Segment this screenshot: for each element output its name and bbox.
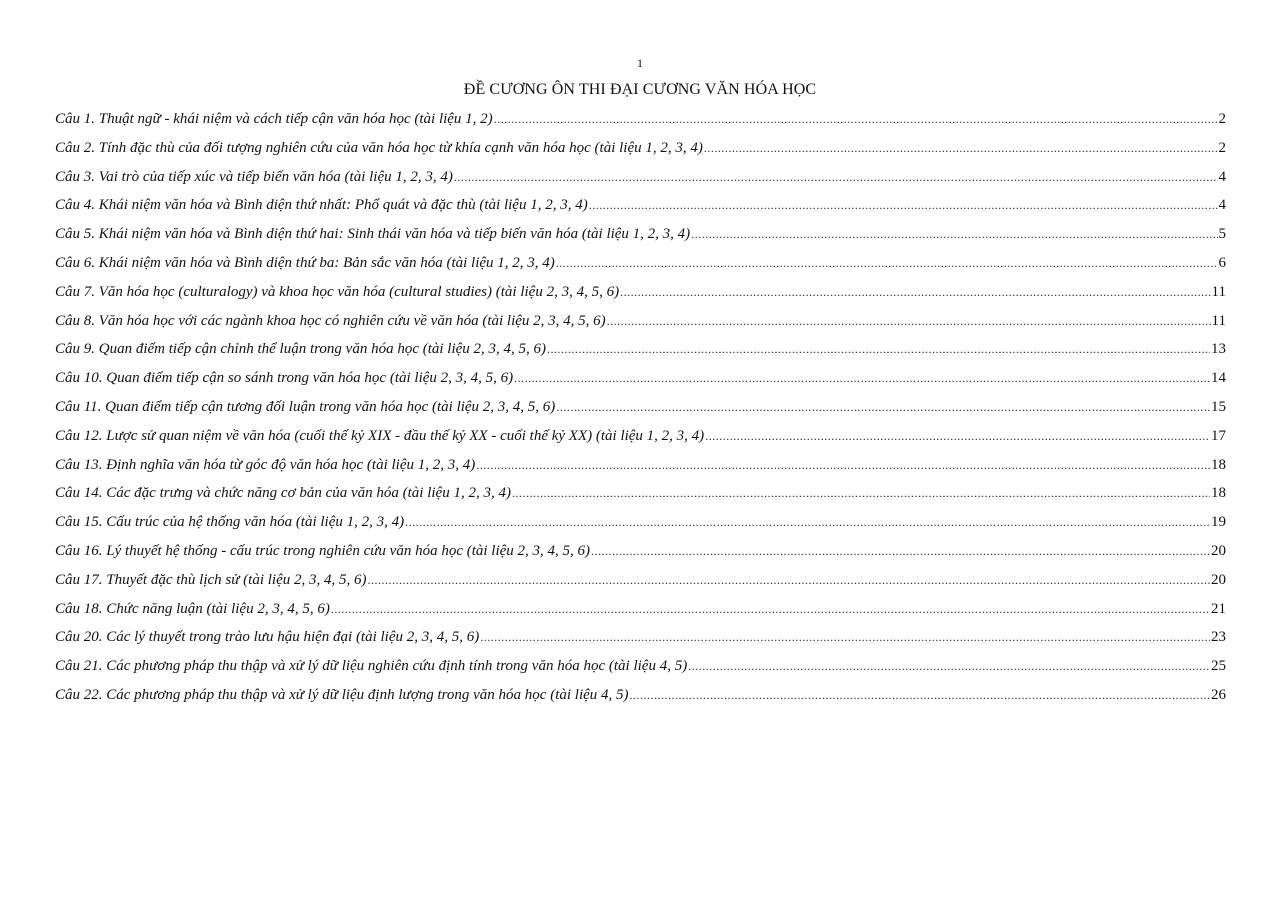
toc-entry-page-number: 20 [1211, 571, 1226, 588]
toc-entry[interactable] [55, 426, 1226, 455]
toc-entry-title: Câu 21. Các phương pháp thu thập và xử lý dữ liệu nghiên cứu định tính trong văn hóa học (tài liệu 4, 5) [55, 658, 688, 675]
toc-entry-page-number: 18 [1211, 485, 1226, 502]
toc-dot-leader [547, 339, 1210, 359]
toc-entry[interactable] [55, 685, 1226, 714]
toc-dot-leader [556, 397, 1210, 417]
toc-entry[interactable] [55, 195, 1226, 224]
toc-entry-page-number: 15 [1211, 398, 1226, 415]
toc-entry-page-number: 14 [1211, 370, 1226, 387]
toc-entry-page-number: 2 [1218, 139, 1226, 156]
toc-entry-page-number: 18 [1211, 456, 1226, 473]
toc-dot-leader [367, 570, 1210, 590]
toc-dot-leader [494, 109, 1218, 129]
toc-dot-leader [630, 685, 1210, 705]
toc-entry[interactable] [55, 570, 1226, 599]
toc-entry-page-number: 19 [1211, 514, 1226, 531]
toc-entry[interactable] [55, 138, 1226, 167]
toc-entry[interactable] [55, 368, 1226, 397]
toc-entry[interactable] [55, 483, 1226, 512]
toc-entry-page-number: 17 [1211, 427, 1226, 444]
toc-dot-leader [591, 541, 1210, 561]
toc-dot-leader [480, 627, 1210, 647]
toc-dot-leader [512, 483, 1210, 503]
toc-entry-title: Câu 4. Khái niệm văn hóa và Bình diện thứ nhất: Phổ quát và đặc thù (tài liệu 1, 2, 3, 4) [55, 197, 588, 214]
toc-entry-title: Câu 11. Quan điểm tiếp cận tương đối luận trong văn hóa học (tài liệu 2, 3, 4, 5, 6) [55, 398, 556, 415]
toc-entry-title: Câu 5. Khái niệm văn hóa và Bình diện thứ hai: Sinh thái văn hóa và tiếp biến văn hóa (tài liệu 1, 2, 3, 4) [55, 226, 691, 243]
toc-entry-title: Câu 14. Các đặc trưng và chức năng cơ bản của văn hóa (tài liệu 1, 2, 3, 4) [55, 485, 511, 502]
page-number: 1 [637, 56, 643, 70]
toc-entry-page-number: 4 [1218, 197, 1226, 214]
document-title: ĐỀ CƯƠNG ÔN THI ĐẠI CƯƠNG VĂN HÓA HỌC [463, 81, 817, 98]
toc-entry[interactable] [55, 167, 1226, 196]
toc-entry[interactable] [55, 541, 1226, 570]
toc-entry-title: Câu 1. Thuật ngữ - khái niệm và cách tiếp cận văn hóa học (tài liệu 1, 2) [55, 111, 493, 127]
toc-entry[interactable] [55, 282, 1226, 311]
toc-entry[interactable] [55, 512, 1226, 541]
toc-entry[interactable] [55, 311, 1226, 340]
toc-dot-leader [405, 512, 1210, 532]
toc-dot-leader [705, 426, 1210, 446]
toc-entry-title: Câu 17. Thuyết đặc thù lịch sử (tài liệu 2, 3, 4, 5, 6) [55, 571, 367, 588]
toc-entry-title: Câu 18. Chức năng luận (tài liệu 2, 3, 4, 5, 6) [55, 600, 330, 617]
toc-entry-page-number: 23 [1211, 629, 1226, 646]
toc-dot-leader [691, 224, 1217, 244]
toc-dot-leader [476, 455, 1210, 475]
toc-entry-page-number: 13 [1211, 341, 1226, 358]
toc-entry-page-number: 11 [1211, 283, 1226, 300]
toc-entry-title: Câu 16. Lý thuyết hệ thống - cấu trúc trong nghiên cứu văn hóa học (tài liệu 2, 3, 4, 5, 6) [55, 542, 591, 559]
toc-entry-page-number: 4 [1218, 168, 1226, 185]
toc-dot-leader [620, 282, 1210, 302]
toc-entry[interactable] [55, 224, 1226, 253]
toc-entry[interactable] [55, 397, 1226, 426]
toc-dot-leader [704, 138, 1218, 158]
toc-entry-page-number: 21 [1211, 600, 1226, 617]
table-of-contents [55, 109, 1226, 714]
toc-dot-leader [607, 311, 1211, 331]
toc-entry[interactable] [55, 627, 1226, 656]
toc-entry-page-number: 11 [1211, 312, 1226, 329]
toc-entry[interactable] [55, 656, 1226, 685]
toc-dot-leader [454, 167, 1218, 187]
toc-dot-leader [556, 253, 1218, 273]
toc-dot-leader [514, 368, 1210, 388]
toc-entry-title: Câu 6. Khái niệm văn hóa và Bình diện thứ ba: Bản sắc văn hóa (tài liệu 1, 2, 3, 4) [55, 254, 555, 271]
toc-entry-title: Câu 9. Quan điểm tiếp cận chỉnh thể luận trong văn hóa học (tài liệu 2, 3, 4, 5, 6) [55, 341, 547, 358]
toc-entry-page-number: 5 [1218, 226, 1226, 243]
toc-entry-title: Câu 2. Tính đặc thù của đối tượng nghiên cứu của văn hóa học từ khía cạnh văn hóa học (tài liệu 1, 2, 3, 4) [55, 139, 703, 156]
toc-entry[interactable] [55, 109, 1226, 138]
toc-dot-leader [589, 195, 1218, 215]
toc-entry[interactable] [55, 339, 1226, 368]
toc-entry-title: Câu 7. Văn hóa học (culturalogy) và khoa học văn hóa (cultural studies) (tài liệu 2, 3, 4, 5, 6) [55, 283, 620, 300]
toc-entry-title: Câu 15. Cấu trúc của hệ thống văn hóa (tài liệu 1, 2, 3, 4) [55, 514, 405, 531]
toc-dot-leader [688, 656, 1210, 676]
toc-entry-title: Câu 3. Vai trò của tiếp xúc và tiếp biến văn hóa (tài liệu 1, 2, 3, 4) [55, 168, 453, 185]
toc-entry[interactable] [55, 253, 1226, 282]
toc-entry-title: Câu 20. Các lý thuyết trong trào lưu hậu hiện đại (tài liệu 2, 3, 4, 5, 6) [55, 629, 480, 646]
toc-entry-title: Câu 22. Các phương pháp thu thập và xử lý dữ liệu định lượng trong văn hóa học (tài liệu 4, 5) [55, 686, 629, 703]
toc-entry-page-number: 2 [1218, 111, 1226, 127]
toc-entry-page-number: 6 [1218, 254, 1226, 271]
toc-dot-leader [331, 599, 1210, 619]
toc-entry-page-number: 26 [1211, 686, 1226, 703]
toc-entry-page-number: 20 [1211, 542, 1226, 559]
toc-entry-title: Câu 8. Văn hóa học với các ngành khoa học có nghiên cứu về văn hóa (tài liệu 2, 3, 4, 5, 6) [55, 312, 606, 329]
toc-entry-page-number: 25 [1211, 658, 1226, 675]
toc-entry[interactable] [55, 455, 1226, 484]
toc-entry-title: Câu 13. Định nghĩa văn hóa từ góc độ văn hóa học (tài liệu 1, 2, 3, 4) [55, 456, 476, 473]
toc-entry[interactable] [55, 599, 1226, 628]
toc-entry-title: Câu 12. Lược sử quan niệm về văn hóa (cuối thế kỷ XIX - đầu thế kỷ XX - cuối thế kỷ XX) (tài liệu 1, 2, 3, 4) [55, 427, 705, 444]
toc-entry-title: Câu 10. Quan điểm tiếp cận so sánh trong văn hóa học (tài liệu 2, 3, 4, 5, 6) [55, 370, 514, 387]
